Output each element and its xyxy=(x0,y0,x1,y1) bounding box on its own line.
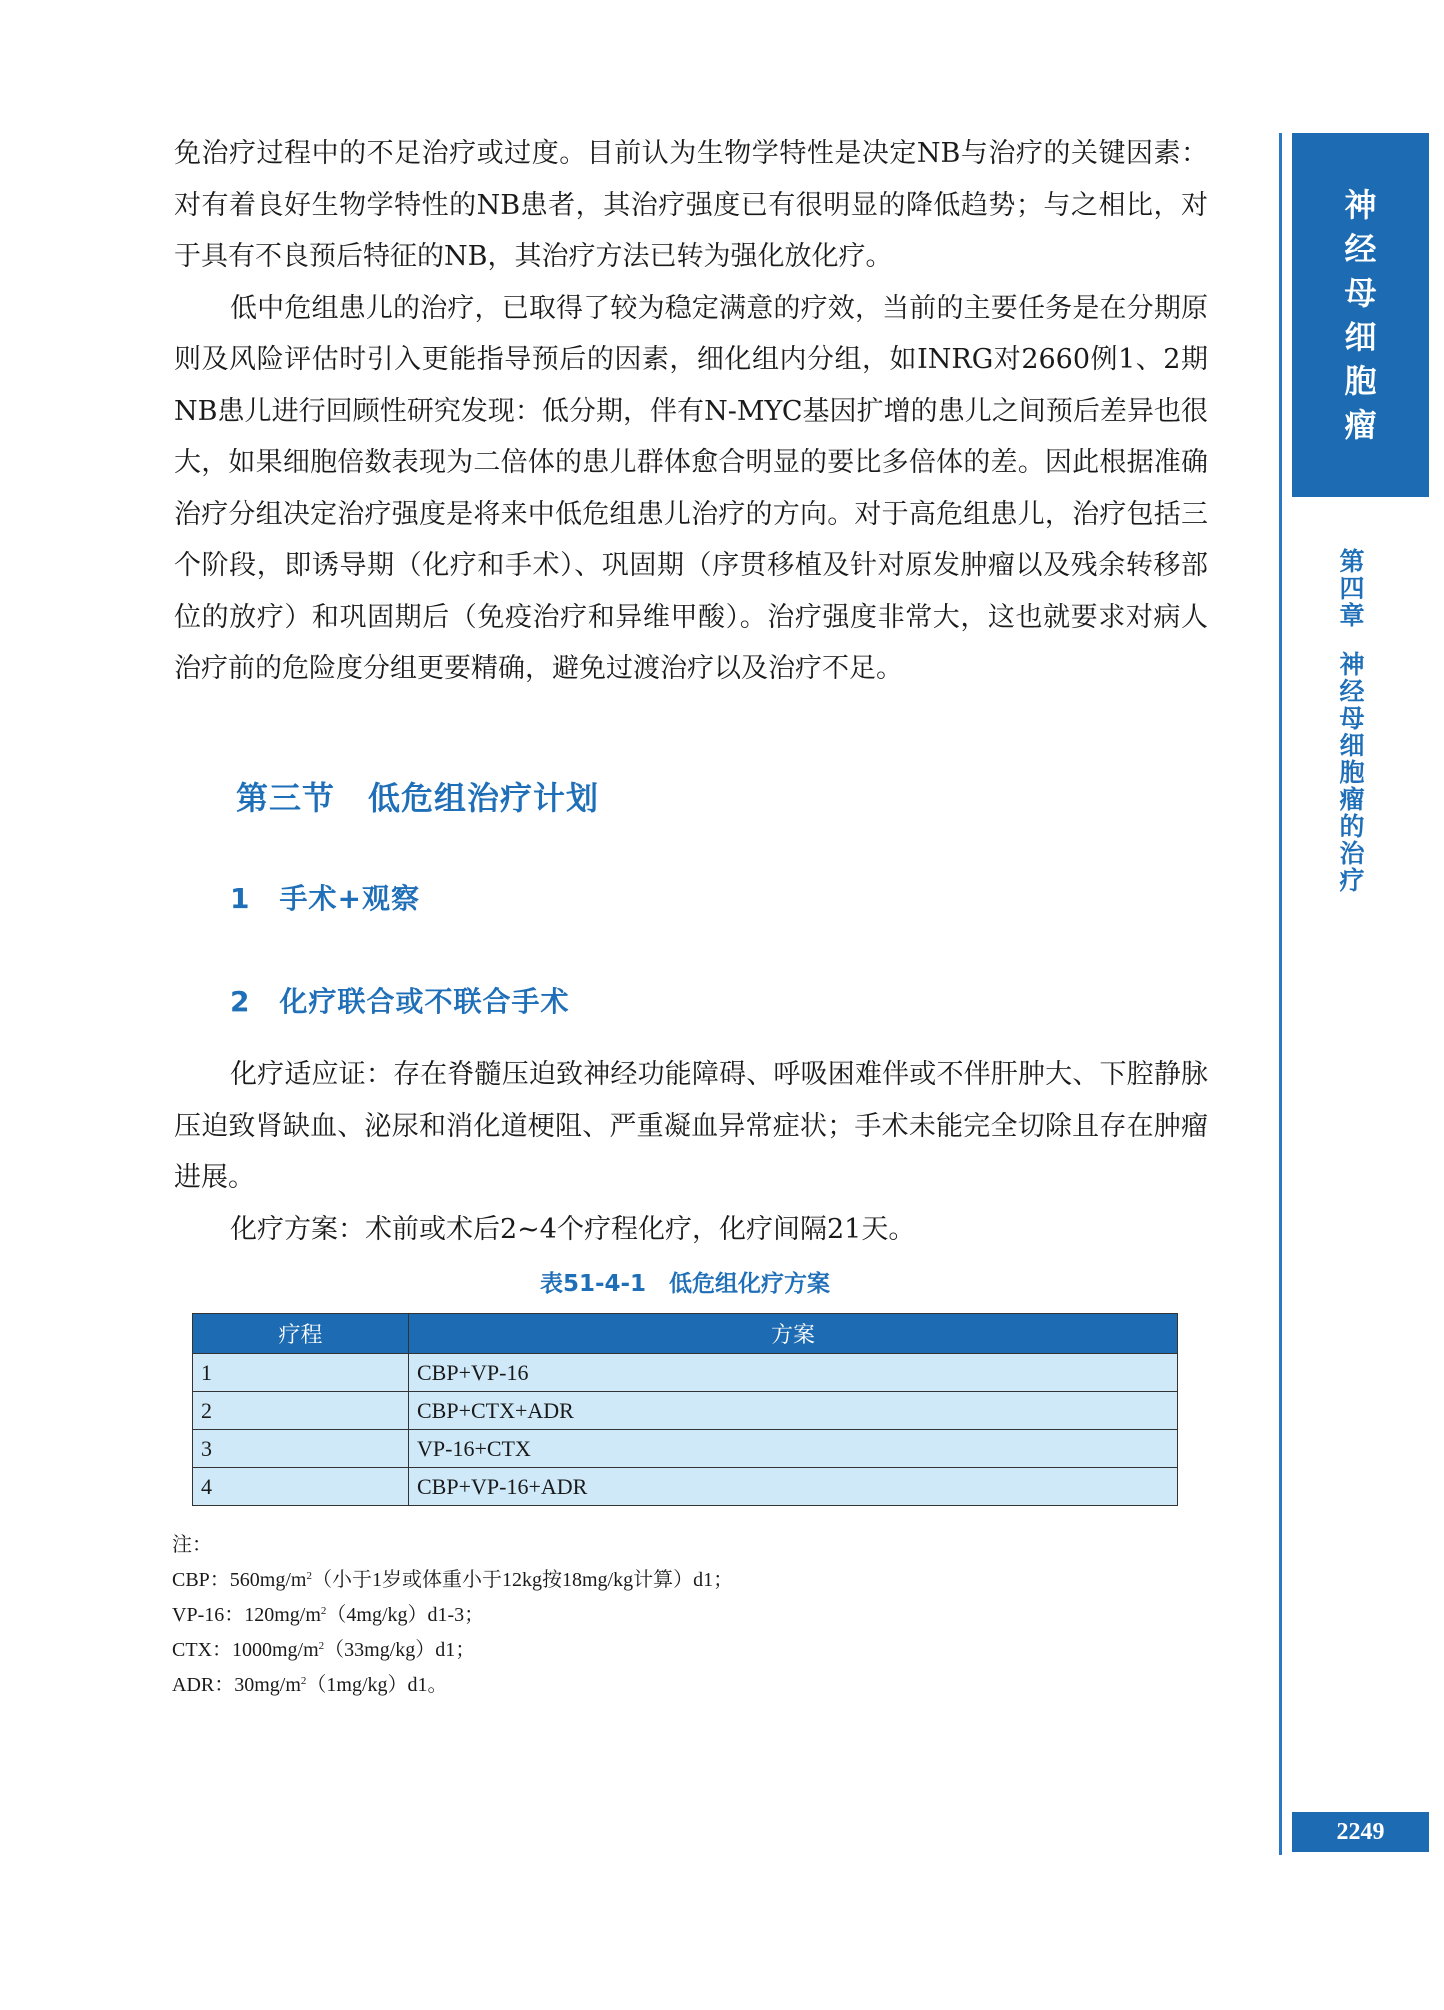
cell-regimen: CBP+VP-16 xyxy=(409,1354,1178,1392)
regimen-table xyxy=(192,1313,1178,1506)
sidebar-title-char: 经 xyxy=(1344,230,1377,268)
chapter-char: 经 xyxy=(1339,677,1365,706)
chapter-char: 疗 xyxy=(1339,866,1365,895)
paragraph: 免治疗过程中的不足治疗或过度。目前认为生物学特性是决定NB与治疗的关键因素：对有着良好生物学特性的NB患者，其治疗强度已有很明显的降低趋势；与之相比，对于具有不良预后特征的NB，其治疗方法已转为强化放化疗。 xyxy=(174,138,1208,272)
sub-heading-chemo: 2 化疗联合或不联合手术 xyxy=(230,985,570,1018)
sidebar-title-char: 母 xyxy=(1344,274,1377,312)
page-number: 2249 xyxy=(1292,1812,1429,1852)
section-heading: 第三节 低危组治疗计划 xyxy=(236,779,600,817)
sidebar-title-block xyxy=(1292,133,1429,497)
note-line: CTX：$1000mg/m^2(33mg/kg)d1$； xyxy=(172,1639,476,1661)
cell-course: 2 xyxy=(193,1392,409,1430)
cell-regimen: CBP+VP-16+ADR xyxy=(409,1468,1178,1506)
chapter-char: 治 xyxy=(1339,839,1365,868)
table-row xyxy=(193,1468,1178,1506)
chapter-char: 母 xyxy=(1339,704,1365,733)
note-line: CBP：$560mg/m^2$（小于1岁或体重小于12kg按18mg/kg计算）d1； xyxy=(172,1569,734,1591)
chapter-char: 四 xyxy=(1339,574,1365,603)
body-text-top xyxy=(174,128,1208,695)
sub-heading-surgery: 1 手术+观察 xyxy=(230,882,420,915)
chapter-char: 的 xyxy=(1339,812,1365,841)
sidebar-title-char: 瘤 xyxy=(1344,406,1377,444)
table-header-row xyxy=(193,1314,1178,1354)
chapter-char: 胞 xyxy=(1339,758,1365,787)
cell-regimen: CBP+CTX+ADR xyxy=(409,1392,1178,1430)
table-row xyxy=(193,1354,1178,1392)
note-line: ADR：$30mg/m^2(1mg/kg)d1$。 xyxy=(172,1674,448,1696)
sidebar-chapter-label xyxy=(1332,548,1372,894)
header-course: 疗程 xyxy=(193,1314,409,1354)
table-caption: 表51-4-1 低危组化疗方案 xyxy=(539,1271,831,1297)
chapter-char: 瘤 xyxy=(1339,785,1365,814)
body-text-bottom xyxy=(174,1049,1208,1255)
paragraph: 化疗方案：术前或术后2~4个疗程化疗，化疗间隔21天。 xyxy=(230,1213,916,1245)
cell-course: 4 xyxy=(193,1468,409,1506)
table-notes xyxy=(172,1530,733,1701)
chapter-char: 神 xyxy=(1339,650,1365,679)
sidebar-title-char: 神 xyxy=(1344,186,1377,224)
paragraph: 化疗适应证：存在脊髓压迫致神经功能障碍、呼吸困难伴或不伴肝肿大、下腔静脉压迫致肾缺血、泌尿和消化道梗阻、严重凝血异常症状；手术未能完全切除且存在肿瘤进展。 xyxy=(174,1059,1208,1193)
note-line: VP-16：$120mg/m^2(4mg/kg)d1-3$； xyxy=(172,1604,485,1626)
table-row xyxy=(193,1392,1178,1430)
cell-course: 3 xyxy=(193,1430,409,1468)
margin-divider-line xyxy=(1279,133,1282,1855)
cell-regimen: VP-16+CTX xyxy=(409,1430,1178,1468)
chapter-char: 章 xyxy=(1339,601,1365,630)
table-row xyxy=(193,1430,1178,1468)
sidebar-title-char: 胞 xyxy=(1344,362,1377,400)
cell-course: 1 xyxy=(193,1354,409,1392)
notes-label: 注： xyxy=(172,1534,212,1556)
chapter-char: 细 xyxy=(1339,731,1365,760)
chapter-char: 第 xyxy=(1339,547,1365,576)
paragraph: 低中危组患儿的治疗，已取得了较为稳定满意的疗效，当前的主要任务是在分期原则及风险评估时引入更能指导预后的因素，细化组内分组，如INRG对2660例1、2期NB患儿进行回顾性研究发现：低分期，伴有N-MYC基因扩增的患儿之间预后差异也很大，如果细胞倍数表现为二倍体的患儿群体愈合明显的要比多倍体的差。因此根据准确治疗分组决定治疗强度是将来中低危组患儿治疗的方向。对于高危组患儿，治疗包括三个阶段，即诱导期（化疗和手术）、巩固期（序贯移植及针对原发肿瘤以及残余转移部位的放疗）和巩固期后（免疫治疗和异维甲酸）。治疗强度非常大，这也就要求对病人治疗前的危险度分组更要精确，避免过渡治疗以及治疗不足。 xyxy=(174,292,1208,684)
header-regimen: 方案 xyxy=(409,1314,1178,1354)
sidebar-title-char: 细 xyxy=(1344,318,1377,356)
